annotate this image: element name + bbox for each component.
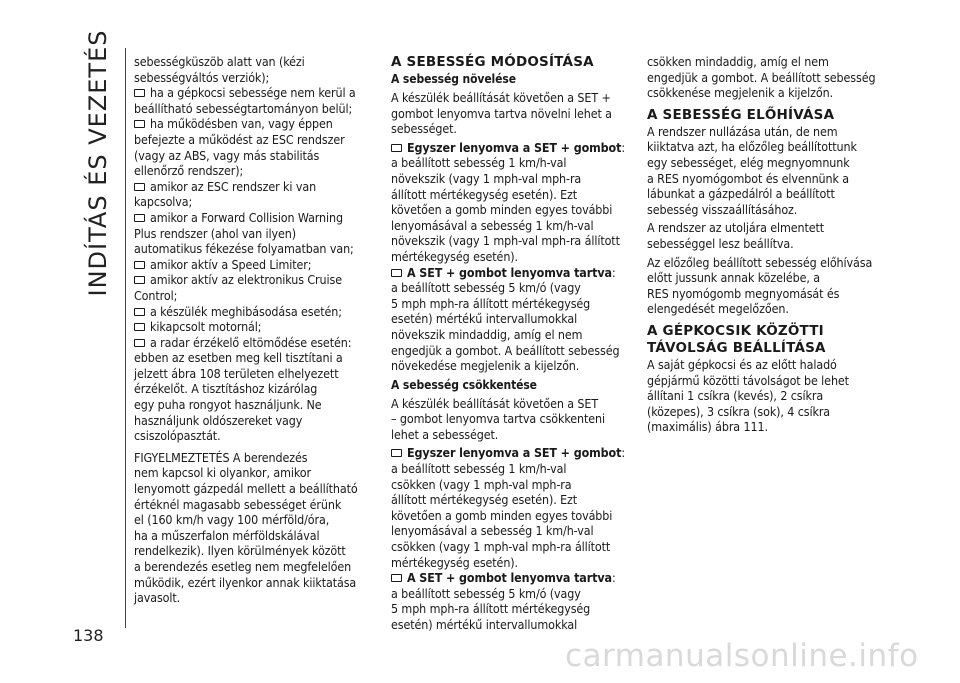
watermark-text: carmanualsonline.info (565, 638, 919, 674)
bullet-text: a készülék meghibásodása esetén; (150, 303, 342, 319)
square-bullet-icon (134, 214, 145, 222)
bullet-item (134, 304, 366, 320)
bullet-item: A SET + gombot lenyomva tartva: a beállított sebesség 5 km/ó (vagy 5 mph mph-ra állított mértékegység esetén) mértékű intervallumokkal (391, 570, 619, 632)
text-line: értéknél magasabb sebességet érünk (134, 496, 342, 512)
paragraph (647, 220, 887, 251)
text-line: állított mértékegység esetén). Ezt (391, 492, 578, 508)
bullet-text: jelzett ábra 108 területen elhelyezett (134, 365, 339, 381)
section-heading: A SEBESSÉG ELŐHÍVÁSA (647, 106, 835, 123)
square-bullet-icon (134, 308, 145, 316)
bullet-lead: Egyszer lenyomva a SET + gombot (407, 139, 622, 155)
bullet-item (134, 257, 366, 273)
text-line: követően a gomb minden egyes további (391, 202, 613, 218)
text-line: lenyomásával a sebesség 1 km/h-val (391, 523, 594, 539)
bullet-text: Plus rendszer (ahol van ilyen) (134, 225, 296, 241)
text-line: kiiktatva azt, ha előzőleg beállítottunk (647, 139, 857, 155)
bullet-lead: A SET + gombot lenyomva tartva (407, 570, 612, 586)
text-line: előtt jussunk annak közelébe, a (647, 270, 821, 286)
text-line: engedjük a gombot. A beállított sebesség (647, 69, 876, 85)
text-line: esetén) mértékű intervallumokkal (391, 311, 578, 327)
text-line: a RES nyomógombot és elvennünk a (647, 170, 850, 186)
bullet-lead: A SET + gombot lenyomva tartva (407, 264, 612, 280)
text-line: elengedését megelőzően. (647, 301, 789, 317)
square-bullet-icon (134, 276, 145, 284)
text-line: lenyomott gázpedál mellett a beállítható (134, 481, 358, 497)
bullet-text: (vagy az ABS, vagy más stabilitás (134, 147, 320, 163)
bullet-text: Control; (134, 287, 178, 303)
bullet-item (134, 116, 366, 178)
text-line: gombot lenyomva tartva növelni lehet a (391, 105, 612, 121)
text-line: a beállított sebesség 5 km/ó (vagy (391, 280, 581, 296)
text-line: állított mértékegység esetén). Ezt (391, 186, 578, 202)
section-heading: A SEBESSÉG MÓDOSÍTÁSA (391, 54, 594, 70)
text-line: növekszik mindaddig, amíg el nem (391, 326, 583, 342)
text-line: a beállított sebesség 1 km/h-val (391, 461, 567, 477)
text-line: növekszik (vagy 1 mph-val mph-ra (391, 170, 582, 186)
text-line: (maximális) ábra 111. (647, 419, 768, 435)
square-bullet-icon (134, 339, 145, 347)
text-line: rendelkezik). Ilyen körülmények között (134, 543, 346, 559)
text-line: egy sebességet, elég megnyomnunk (647, 154, 850, 170)
text-line: csökken (vagy 1 mph-val mph-ra (391, 476, 572, 492)
text-line: a beállított sebesség 1 km/h-val (391, 155, 567, 171)
text-line: lenyomásával a sebesség 1 km/h-val (391, 217, 594, 233)
paragraph (647, 357, 887, 435)
paragraph (647, 255, 887, 317)
text-line: sebesség visszaállításához. (647, 201, 798, 217)
text-line: (közepes), 3 csíkra (sok), 4 csíkra (647, 403, 831, 419)
square-bullet-icon (134, 261, 145, 269)
subsection-heading: A sebesség csökkentése (391, 377, 537, 392)
bullet-text: a radar érzékelő eltömődése esetén: (150, 334, 352, 350)
chapter-title-text: INDÍTÁS ÉS VEZETÉS (84, 29, 112, 297)
bullet-text: beállítható sebességtartományon belül; (134, 100, 353, 116)
page-number: 138 (73, 626, 104, 645)
column-3 (647, 54, 887, 435)
bullet-lead: Egyszer lenyomva a SET + gombot (407, 445, 622, 461)
text-line: 5 mph mph-ra állított mértékegység (391, 295, 591, 311)
text-line: csökken (vagy 1 mph-val mph-ra állított (391, 539, 611, 555)
bullet-text: amikor aktív a Speed Limiter; (150, 256, 312, 272)
paragraph (391, 90, 619, 137)
text-line: mértékegység esetén). (391, 248, 518, 264)
text-line: FIGYELMEZTETÉS A berendezés (134, 449, 308, 465)
text-line: 5 mph mph-ra állított mértékegység (391, 601, 591, 617)
bullet-text: kikapcsolt motornál; (150, 319, 262, 335)
text-line: A készülék beállítását követően a SET + (391, 90, 611, 105)
square-bullet-icon (134, 89, 145, 97)
text-line: ha a műszerfalon mérföldskálával (134, 527, 320, 543)
text-line: A saját gépkocsi és az előtt haladó (647, 356, 837, 372)
text-line: gépjármű közötti távolságot be lehet (647, 372, 849, 388)
bullet-text: amikor az ESC rendszer ki van (150, 178, 317, 194)
warning-paragraph (134, 450, 366, 606)
text-line: engedjük a gombot. A beállított sebesség (391, 342, 620, 358)
section-heading: A GÉPKOCSIK KÖZÖTTI (647, 322, 824, 339)
text-line: sebességváltós verziók); (134, 69, 270, 85)
text-line: sebességküszöb alatt van (kézi (134, 54, 305, 69)
text-line: el (160 km/h vagy 100 mérföld/óra, (134, 512, 330, 528)
bullet-item (134, 319, 366, 335)
text-line: javasolt. (134, 590, 181, 606)
bullet-text: ebben az esetben meg kell tisztítani a (134, 350, 343, 366)
text-line: működik, ezért ilyenkor annak kiiktatása (134, 574, 357, 590)
bullet-text: érzékelőt. A tisztításhoz kizárólag (134, 381, 318, 397)
section-heading: TÁVOLSÁG BEÁLLÍTÁSA (647, 339, 826, 356)
text-line: állítani 1 csíkra (kevés), 2 csíkra (647, 388, 824, 404)
subsection-heading: A sebesség növelése (391, 72, 516, 86)
square-bullet-icon (391, 269, 402, 277)
bullet-item: A SET + gombot lenyomva tartva: a beállított sebesség 5 km/ó (vagy 5 mph mph-ra állított mértékegység esetén) mértékű intervallumokkal növekszik mindaddig, amíg el nem engedjük a gombot. A beállított sebesség növekedése megjelenik a kijelzőn. (391, 264, 620, 374)
square-bullet-icon (391, 144, 402, 152)
text-line: A rendszer nullázása után, de nem (647, 123, 838, 139)
text-line: növekedése megjelenik a kijelzőn. (391, 358, 580, 374)
text-line: követően a gomb minden egyes további (391, 507, 613, 523)
square-bullet-icon (391, 574, 402, 582)
bullet-item: Egyszer lenyomva a SET + gombot: a beállított sebesség 1 km/h-val növekszik (vagy 1 mph-val mph-ra állított mértékegység esetén). Ezt követően a gomb minden egyes további lenyomásával a sebesség 1 km/h-val növekszik (vagy 1 mph-val mph-ra állított mértékegység esetén). (391, 139, 625, 264)
bullet-text: csiszolópasztát. (134, 428, 221, 444)
square-bullet-icon (391, 449, 402, 457)
square-bullet-icon (134, 183, 145, 191)
bullet-text: egy puha rongyot használjunk. Ne (134, 397, 322, 413)
text-line: sebességgel lesz beállítva. (647, 235, 794, 251)
text-line: RES nyomógomb megnyomását és (647, 285, 840, 301)
bullet-text: ha működésben van, vagy éppen (150, 116, 333, 132)
text-line: lehet a sebességet. (391, 426, 499, 442)
bullet-item (134, 85, 366, 116)
bullet-text: használjunk oldószereket vagy (134, 412, 303, 428)
text-line: a beállított sebesség 5 km/ó (vagy (391, 585, 581, 601)
paragraph (391, 396, 619, 443)
text-line: csökkenése megjelenik a kijelzőn. (647, 85, 834, 101)
text-line: Az előzőleg beállított sebesség előhívása (647, 254, 873, 270)
column-2 (391, 54, 625, 633)
bullet-item (134, 272, 366, 303)
chapter-side-title (72, 29, 124, 297)
bullet-text: ha a gépkocsi sebessége nem kerül a (150, 85, 356, 101)
column-1 (134, 54, 366, 606)
bullet-item (134, 335, 366, 444)
text-line: sebességet. (391, 121, 457, 137)
text-line: növekszik (vagy 1 mph-val mph-ra állított (391, 233, 620, 249)
bullet-item (134, 179, 366, 210)
paragraph (647, 124, 887, 218)
bullet-text: automatikus fékezése folyamatban van; (134, 241, 354, 257)
chapter-divider (125, 48, 126, 628)
text-line: – gombot lenyomva tartva csökkenteni (391, 411, 605, 427)
bullet-item (134, 210, 366, 257)
square-bullet-icon (134, 323, 145, 331)
bullet-text: amikor a Forward Collision Warning (150, 209, 343, 225)
bullet-text: ellenőrző rendszer); (134, 163, 244, 179)
bullet-text: kapcsolva; (134, 194, 193, 210)
text-line: csökken mindaddig, amíg el nem (647, 54, 829, 69)
bullet-text: amikor aktív az elektronikus Cruise (150, 272, 342, 288)
square-bullet-icon (134, 120, 145, 128)
text-line: nem kapcsol ki olyankor, amikor (134, 465, 311, 481)
text-line: A készülék beállítását követően a SET (391, 395, 599, 411)
paragraph (647, 54, 887, 101)
bullet-item: Egyszer lenyomva a SET + gombot: a beállított sebesség 1 km/h-val csökken (vagy 1 mph-val mph-ra állított mértékegység esetén). Ezt követően a gomb minden egyes további lenyomásával a sebesség 1 km/h-val csökken (vagy 1 mph-val mph-ra állított mértékegység esetén). (391, 445, 625, 570)
text-line: esetén) mértékű intervallumokkal (391, 617, 578, 632)
text-line: mértékegység esetén). (391, 554, 518, 570)
text-line: lábunkat a gázpedálról a beállított (647, 186, 835, 202)
bullet-text: befejezte a működést az ESC rendszer (134, 131, 345, 147)
text-line: a berendezés esetleg nem megfelelően (134, 559, 352, 574)
text-line: A rendszer az utoljára elmentett (647, 220, 825, 236)
